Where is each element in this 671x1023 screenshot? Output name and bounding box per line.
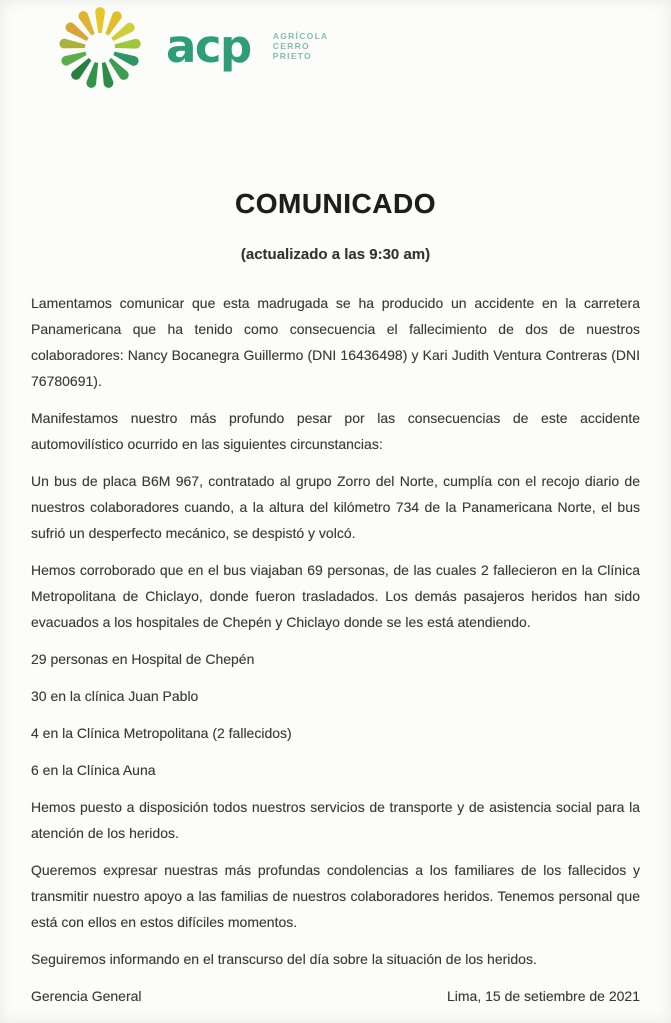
dateline: Lima, 15 de setiembre de 2021 xyxy=(446,988,640,1004)
logo-ray xyxy=(59,38,86,51)
paragraph-condolence-intro: Manifestamos nuestro más profundo pesar por las consecuencias de este accidente automovilístico ocurrido en las siguientes circunstancias: xyxy=(31,410,640,452)
acp-wordmark: acp xyxy=(166,19,251,73)
document-body xyxy=(31,290,640,983)
tagline-line-prieto: PRIETO xyxy=(272,51,313,61)
paragraph-condolences: Queremos expresar nuestras más profundas condolencias a los familiares de los fallecidos y transmitir nuestro apoyo a las familias de nuestros colaboradores heridos. Tenemos personal que está con ellos en estos difíciles momentos. xyxy=(31,862,640,930)
logo-ray xyxy=(114,38,141,51)
paragraph-passenger-count: Hemos corroborado que en el bus viajaban 69 personas, de las cuales 2 fallecieron en la Clínica Metropolitana de Chiclayo, donde fueron trasladados. Los demás pasajeros heridos han sido evacuados a los hospitales de Chepén y Chiclayo donde se les está atendiendo. xyxy=(31,562,640,630)
document-footer xyxy=(31,988,640,1004)
acp-tagline xyxy=(273,31,329,61)
logo-ray xyxy=(95,7,105,33)
tagline-line-agricola: AGRÍCOLA xyxy=(272,31,329,41)
acp-logo xyxy=(48,2,329,98)
paragraph-updates: Seguiremos informando en el transcurso del día sobre la situación de los heridos. xyxy=(31,951,537,967)
paragraph-accident-intro: Lamentamos comunicar que esta madrugada se ha producido un accidente en la carretera Panamericana que ha tenido como consecuencia el fallecimiento de dos de nuestros colaboradores: Nancy Bocanegra Guillermo (DNI 16436498) y Kari Judith Ventura Contreras (DNI 76780691). xyxy=(31,295,640,389)
sunburst-logo-icon xyxy=(48,2,152,98)
casualty-line-auna: 6 en la Clínica Auna xyxy=(31,762,156,778)
casualty-line-juan-pablo: 30 en la clínica Juan Pablo xyxy=(31,688,199,704)
tagline-line-cerro: CERRO xyxy=(272,41,310,51)
document-title: COMUNICADO xyxy=(235,188,436,219)
document-subtitle: (actualizado a las 9:30 am) xyxy=(240,246,431,263)
casualty-line-metropolitana: 4 en la Clínica Metropolitana (2 fallecidos) xyxy=(31,725,292,741)
signature: Gerencia General xyxy=(31,988,142,1004)
paragraph-services: Hemos puesto a disposición todos nuestros servicios de transporte y de asistencia social para la atención de los heridos. xyxy=(31,799,640,841)
casualty-line-chepen: 29 personas en Hospital de Chepén xyxy=(31,651,255,667)
paragraph-bus-details: Un bus de placa B6M 967, contratado al grupo Zorro del Norte, cumplía con el recojo diario de nuestros colaboradores cuando, a la altura del kilómetro 734 de la Panamericana Norte, el bus sufrió un desperfecto mecánico, se despistó y volcó. xyxy=(31,473,640,541)
